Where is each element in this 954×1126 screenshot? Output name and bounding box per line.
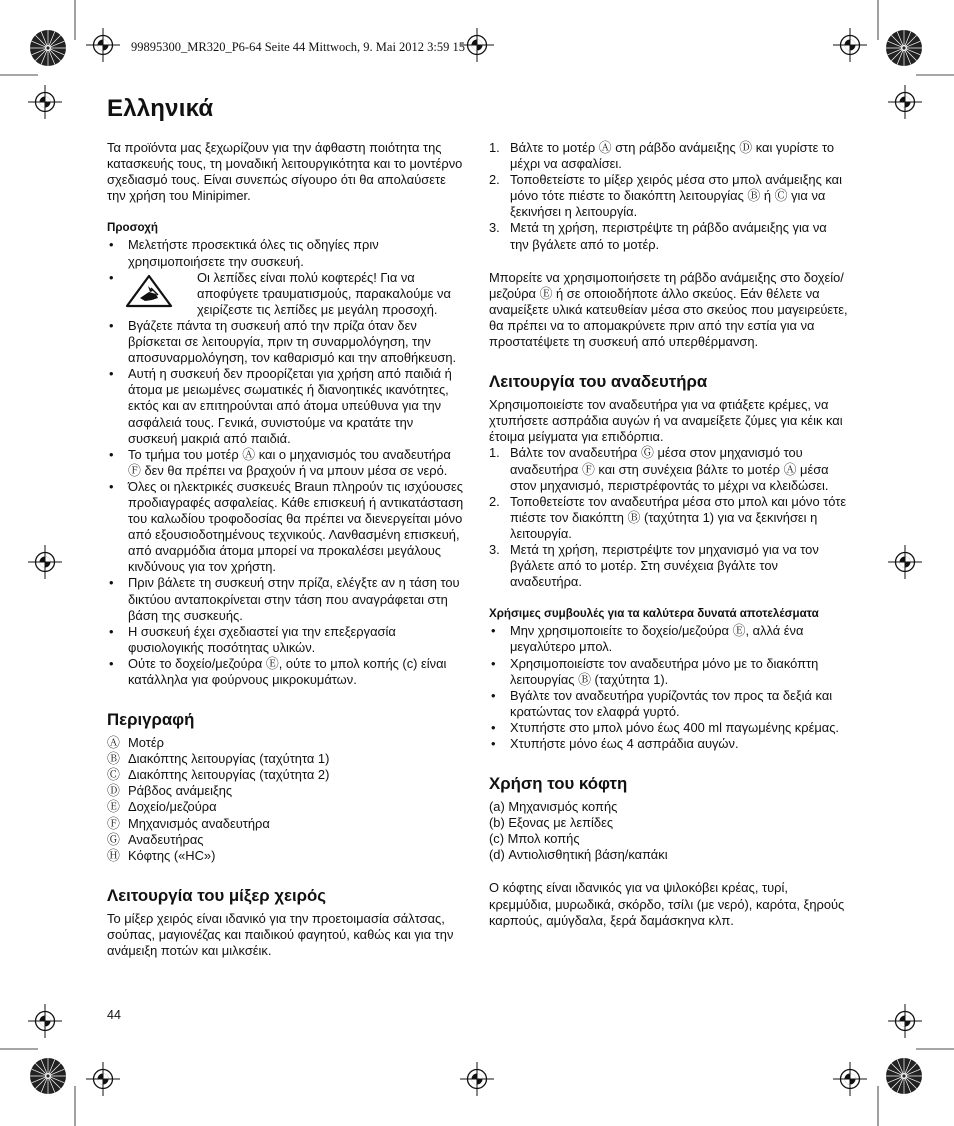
caution-item: • Αυτή η συσκευή δεν προορίζεται για χρήση από παιδιά ή άτομα με μειωμένες σωματικές ή διανοητικές ικανότητες, εκτός και αν επιτηρούνται από άτομα υπεύθυνα για την ασφάλειά τους. Γενικά, συνιστούμε να κρατάτε την συσκευή μακριά από παιδιά. — [107, 366, 465, 446]
tip-item: • Χρησιμοποιείστε τον αναδευτήρα μόνο με το διακόπτη λειτουργίας Ⓑ (ταχύτητα 1). — [489, 656, 849, 688]
description-heading: Περιγραφή — [107, 710, 195, 730]
registration-crosshair-icon — [28, 1004, 62, 1038]
starburst-color-target-icon — [30, 30, 66, 66]
caution-item: • Όλες οι ηλεκτρικές συσκευές Braun πληρούν τις ισχύουσες προδιαγραφές ασφαλείας. Κάθε επισκευή ή αντικατάσταση του καλωδίου τροφοδοσίας θα πρέπει να διενεργείται μόνο από εξουσιοδοτημένους τεχνικούς. Λανθασμένη επισκευή, από αναρμόδια άτομα μπορεί να προκαλέσει μεγάλους κινδύνους για τον χρήστη. — [107, 479, 465, 576]
mixer-step: 1. Βάλτε το μοτέρ Ⓐ στη ράβδο ανάμειξης Ⓓ και γυρίστε το μέχρι να ασφαλίσει. — [489, 140, 835, 172]
caution-item: • Πριν βάλετε τη συσκευή στην πρίζα, ελέγξτε αν η τάση του δικτύου ανταποκρίνεται στην τάση που αναγράφεται στη βάση της συσκευής. — [107, 575, 465, 623]
chopper-part: (b) Εξονας με λεπίδες — [489, 815, 614, 831]
whisk-heading: Λειτουργία του αναδευτήρα — [489, 372, 708, 392]
hand-mixer-paragraph: Το μίξερ χειρός είναι ιδανικό για την προετοιμασία σάλτσας, σούπας, μαγιονέζας και παιδικού φαγητού, καθώς και για την ανάμειξη ποτών και μιλκσέικ. — [107, 910, 454, 959]
page-title: Ελληνικά — [107, 95, 214, 122]
registration-crosshair-icon — [86, 28, 120, 62]
registration-crosshair-icon — [888, 85, 922, 119]
page-number: 44 — [107, 1008, 121, 1022]
registration-crosshair-icon — [86, 1062, 120, 1096]
tip-item: • Μην χρησιμοποιείτε το δοχείο/μεζούρα Ⓔ, αλλά ένα μεγαλύτερο μπολ. — [489, 623, 849, 655]
caution-heading: Προσοχή — [107, 221, 158, 235]
description-item: Ⓑ Διακόπτης λειτουργίας (ταχύτητα 1) — [107, 751, 330, 767]
description-item: Ⓖ Αναδευτήρας — [107, 831, 204, 847]
chopper-part: (d) Αντιολισθητική βάση/καπάκι — [489, 847, 668, 863]
tip-item: • Βγάλτε τον αναδευτήρα γυρίζοντάς τον προς τα δεξιά και κρατώντας τον ελαφρά γυρτό. — [489, 688, 849, 720]
registration-crosshair-icon — [888, 1004, 922, 1038]
caution-item: • Μελετήστε προσεκτικά όλες τις οδηγίες πριν χρησιμοποιήσετε την συσκευή. — [107, 237, 465, 269]
registration-crosshair-icon — [460, 28, 494, 62]
registration-crosshair-icon — [833, 28, 867, 62]
caution-item: • Ούτε το δοχείο/μεζούρα Ⓔ, ούτε το μπολ κοπής (c) είναι κατάλληλα για φούρνους μικροκυμάτων. — [107, 656, 465, 688]
registration-crosshair-icon — [28, 85, 62, 119]
registration-crosshair-icon — [833, 1062, 867, 1096]
mixer-step: 2. Τοποθετείστε το μίξερ χειρός μέσα στο μπολ ανάμειξης και μόνο τότε πιέστε το διακόπτη λειτουργίας Ⓑ ή Ⓒ για να ξεκινήσει η λειτουργία. — [489, 172, 842, 220]
whisk-step: 3. Μετά τη χρήση, περιστρέψτε τον μηχανισμό για να τον βγάλετε από το μοτέρ. Στη συνέχεια βγάλτε τον αναδευτήρα. — [489, 541, 819, 590]
caution-item: • Βγάζετε πάντα τη συσκευή από την πρίζα όταν δεν βρίσκεται σε λειτουργία, πριν τη συναρμολόγηση, την αποσυναρμολόγηση, τον καθαρισμό και την αποθήκευση. — [107, 318, 465, 366]
description-item: Ⓔ Δοχείο/μεζούρα — [107, 799, 217, 815]
tip-item: • Χτυπήστε μόνο έως 4 ασπράδια αυγών. — [489, 736, 849, 752]
registration-crosshair-icon — [460, 1062, 494, 1096]
chopper-heading: Χρήση του κόφτη — [489, 774, 628, 794]
description-item: Ⓒ Διακόπτης λειτουργίας (ταχύτητα 2) — [107, 767, 330, 783]
mixer-step: 3. Μετά τη χρήση, περιστρέψτε τη ράβδο ανάμειξης για να την βγάλετε από το μοτέρ. — [489, 220, 827, 252]
print-header: 99895300_MR320_P6-64 Seite 44 Mittwoch, 9. Mai 2012 3:59 15 — [131, 40, 466, 54]
registration-crosshair-icon — [28, 545, 62, 579]
description-item: Ⓗ Κόφτης («HC») — [107, 847, 216, 863]
chopper-part: (a) Μηχανισμός κοπής — [489, 799, 618, 815]
caution-item: • Η συσκευή έχει σχεδιαστεί για την επεξεργασία φυσιολογικής ποσότητας υλικών. — [107, 624, 465, 656]
caution-item: • Το τμήμα του μοτέρ Ⓐ και ο μηχανισμός του αναδευτήρα Ⓕ δεν θα πρέπει να βραχούν ή να μπουν μέσα σε νερό. — [107, 447, 465, 479]
tips-heading: Χρήσιμες συμβουλές για τα καλύτερα δυνατά αποτελέσματα — [489, 607, 819, 621]
description-item: Ⓓ Ράβδος ανάμειξης — [107, 783, 233, 799]
hand-mixer-heading: Λειτουργία του μίξερ χειρός — [107, 885, 326, 905]
starburst-color-target-icon — [886, 1058, 922, 1094]
whisk-step: 2. Τοποθετείστε τον αναδευτήρα μέσα στο μπολ και μόνο τότε πιέστε τον διακόπτη Ⓑ (ταχύτητα 1) για να ξεκινήσει η λειτουργία. — [489, 493, 847, 541]
caution-item-blades: • Οι λεπίδες είναι πολύ κοφτερές! Για να αποφύγετε τραυματισμούς, παρακαλούμε να χειρίζεστε τις λεπίδες με μεγάλη προσοχή. — [107, 270, 465, 318]
description-item: Ⓕ Μηχανισμός αναδευτήρα — [107, 815, 270, 831]
description-item: Ⓐ Μοτέρ — [107, 735, 164, 751]
starburst-color-target-icon — [886, 30, 922, 66]
chopper-paragraph: Ο κόφτης είναι ιδανικός για να ψιλοκόβει κρέας, τυρί, κρεμμύδια, μυρωδικά, σκόρδο, τσίλι (με νερό), καρότα, ξηρούς καρπούς, αμύγδαλα, ξερά δαμάσκηνα κλπ. — [489, 880, 845, 928]
starburst-color-target-icon — [30, 1058, 66, 1094]
whisk-intro: Χρησιμοποιείστε τον αναδευτήρα για να φτιάξετε κρέμες, να χτυπήσετε ασπράδια αυγών ή να αναμείξετε ζύμες για κέικ και έτοιμα μείγματα για επιδόρπια. — [489, 397, 843, 445]
mixer-note: Μπορείτε να χρησιμοποιήσετε τη ράβδο ανάμειξης στο δοχείο/μεζούρα Ⓔ ή σε οποιοδήποτε άλλο σκεύος. Εάν θέλετε να αναμείξετε υλικά κατευθείαν μέσα στο σκεύος που μαγειρεύετε, θα πρέπει να το απομακρύνετε πριν από την εστία για να προστατέψετε τη συσκευή από υπερθέρμανση. — [489, 269, 848, 350]
chopper-part: (c) Μπολ κοπής — [489, 831, 580, 847]
tip-item: • Χτυπήστε στο μπολ μόνο έως 400 ml παγωμένης κρέμας. — [489, 720, 849, 736]
whisk-step: 1. Βάλτε τον αναδευτήρα Ⓖ μέσα στον μηχανισμό του αναδευτήρα Ⓕ και στη συνέχεια βάλτε το μοτέρ Ⓐ μέσα στον μηχανισμό, περιστρέφοντάς το μέχρι να κλειδώσει. — [489, 445, 829, 493]
intro-paragraph: Τα προϊόντα μας ξεχωρίζουν για την άφθαστη ποιότητα της κατασκευής τους, τη μοναδική λειτουργικότητα και το μοντέρνο σχεδιασμό τους. Είναι συνεπώς σίγουρο ότι θα απολαύσετε την χρήση του Minipimer. — [107, 140, 463, 204]
registration-crosshair-icon — [888, 545, 922, 579]
